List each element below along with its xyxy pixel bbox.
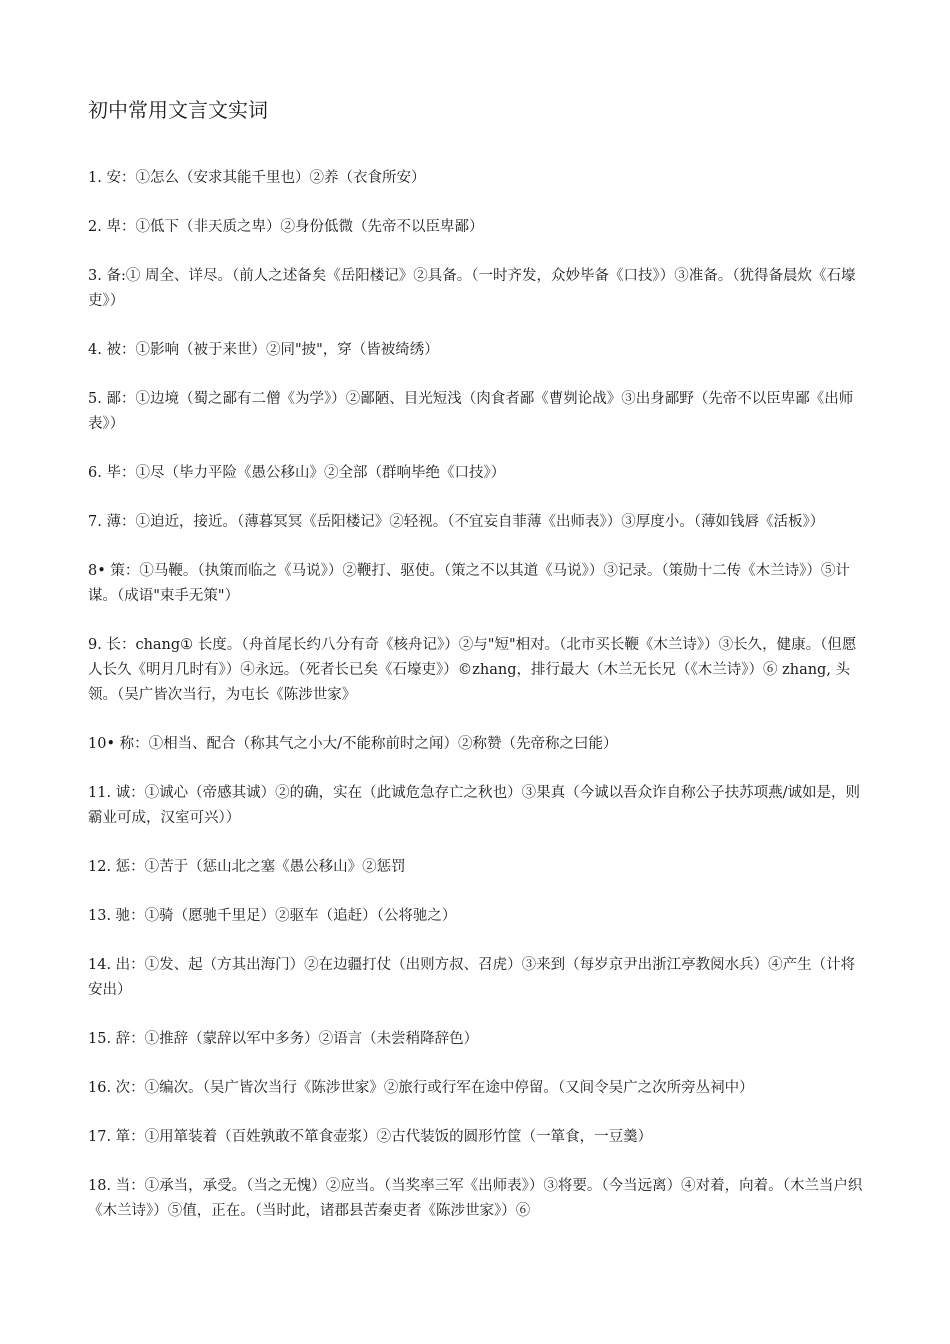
- entry-number: 12.: [88, 859, 112, 875]
- entry-text: 长：chang① 长度。（舟首尾长约八分有奇《核舟记》）②与"短"相对。（北市买长鞭《木兰诗》）③长久，健康。（但愿人长久《明月几时有》）④永远。（死者长已矣《石壕吏》）©zhang，排行最大（木兰无长兄（《木兰诗》）⑥ zhang, 头领。（吴广皆次当行，为屯长《陈涉世家》: [88, 637, 857, 703]
- entry-number: 13.: [88, 908, 112, 924]
- entry-number: 10•: [88, 736, 116, 752]
- list-item: [88, 215, 868, 240]
- entry-text: 安：①怎么（安求其能千里也）②养（衣食所安）: [106, 170, 426, 186]
- entry-number: 3.: [88, 268, 102, 284]
- list-item: [88, 387, 868, 437]
- list-item: [88, 461, 868, 486]
- list-item: [88, 633, 868, 708]
- entry-number: 15.: [88, 1031, 112, 1047]
- entry-text: 称：①相当、配合（称其气之小大/不能称前时之闻）②称赞（先帝称之曰能）: [119, 736, 618, 752]
- list-item: [88, 166, 868, 191]
- entry-number: 1.: [88, 170, 102, 186]
- list-item: [88, 338, 868, 363]
- entry-text: 备:① 周全、详尽。（前人之述备矣《岳阳楼记》②具备。（一时齐发，众妙毕备《口技》）③准备。（犹得备晨炊《石壕吏》）: [88, 268, 856, 309]
- list-item: [88, 953, 868, 1003]
- entry-number: 5.: [88, 391, 102, 407]
- entry-text: 驰：①骑（愿驰千里足）②驱车（追赶）（公将驰之）: [115, 908, 457, 924]
- entry-text: 毕：①尽（毕力平险《愚公移山》②全部（群响毕绝《口技》）: [106, 465, 506, 481]
- list-item: [88, 1174, 868, 1224]
- entry-text: 鄙：①边境（蜀之鄙有二僧《为学》）②鄙陋、目光短浅（肉食者鄙《曹刿论战》③出身鄙野（先帝不以臣卑鄙《出师表》）: [88, 391, 854, 432]
- entry-text: 诚：①诚心（帝感其诚）②的确，实在（此诚危急存亡之秋也）③果真（今诚以吾众诈自称公子扶苏项燕/诚如是，则霸业可成，汉室可兴））: [88, 785, 861, 826]
- list-item: [88, 559, 868, 609]
- list-item: [88, 264, 868, 314]
- entry-text: 被：①影响（被于来世）②同"披"，穿（皆被绮绣）: [106, 342, 439, 358]
- list-item: [88, 1125, 868, 1150]
- entry-number: 6.: [88, 465, 102, 481]
- entry-number: 14.: [88, 957, 112, 973]
- entry-text: 箪：①用箪装着（百姓孰敢不箪食壶浆）②古代装饭的圆形竹筐（一箪食，一豆羹）: [115, 1129, 653, 1145]
- list-item: [88, 904, 868, 929]
- list-item: [88, 855, 868, 880]
- entry-number: 4.: [88, 342, 102, 358]
- entry-number: 7.: [88, 514, 102, 530]
- entry-text: 惩：①苦于（惩山北之塞《愚公移山》②惩罚: [115, 859, 406, 875]
- entry-text: 出：①发、起（方其出海门）②在边疆打仗（出则方叔、召虎）③来到（每岁京尹出浙江亭教阅水兵）④产生（计将安出）: [88, 957, 856, 998]
- entry-number: 9.: [88, 637, 102, 653]
- list-item: [88, 1076, 868, 1101]
- entry-number: 2.: [88, 219, 102, 235]
- list-item: [88, 732, 868, 757]
- entry-text: 卑：①低下（非天质之卑）②身份低微（先帝不以臣卑鄙）: [106, 219, 484, 235]
- entry-number: 18.: [88, 1178, 112, 1194]
- entry-number: 17.: [88, 1129, 112, 1145]
- entry-text: 当：①承当，承受。（当之无愧）②应当。（当奖率三军《出师表》）③将要。（今当远离）④对着，向着。（木兰当户织《木兰诗》）⑤值，正在。（当时此，诸郡县苦秦吏者《陈涉世家》）⑥: [88, 1178, 863, 1219]
- document-title: 初中常用文言文实词: [88, 98, 268, 122]
- entry-text: 次：①编次。（吴广皆次当行《陈涉世家》②旅行或行军在途中停留。（又间令吴广之次所旁丛祠中）: [115, 1080, 754, 1096]
- entry-text: 薄：①迫近，接近。（薄暮冥冥《岳阳楼记》②轻视。（不宜妄自菲薄《出师表》）③厚度小。（薄如钱唇《活板》）: [106, 514, 825, 530]
- entry-number: 11.: [88, 785, 112, 801]
- list-item: [88, 510, 868, 535]
- entry-number: 8•: [88, 563, 106, 579]
- list-item: [88, 781, 868, 831]
- entry-number: 16.: [88, 1080, 112, 1096]
- entry-text: 策：①马鞭。（执策而临之《马说》）②鞭打、驱使。（策之不以其道《马说》）③记录。（策勋十二传《木兰诗》）⑤计谋。（成语"束手无策"）: [88, 563, 850, 604]
- entry-text: 辞：①推辞（蒙辞以军中多务）②语言（未尝稍降辞色）: [115, 1031, 479, 1047]
- list-item: [88, 1027, 868, 1052]
- entry-list: [88, 166, 868, 1248]
